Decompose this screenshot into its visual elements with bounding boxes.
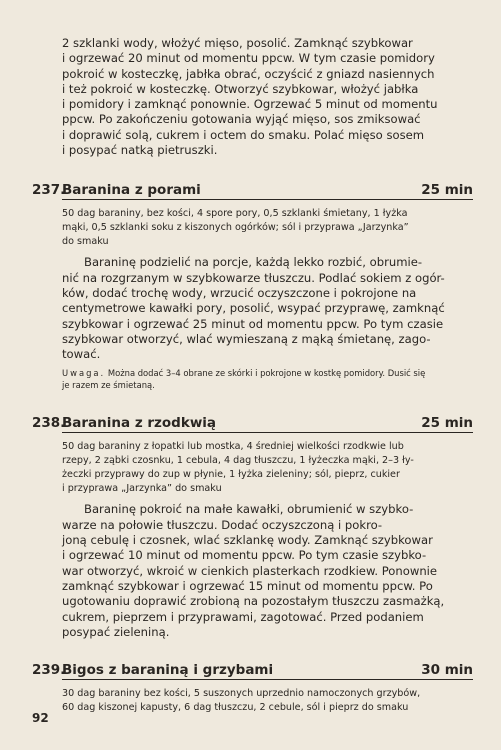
recipe-time: 25 min (421, 182, 473, 199)
recipe-239 (32, 662, 473, 715)
recipe-title: Bigos z baraniną i grzybami (62, 662, 274, 679)
recipe-title: Baranina z rzodkwią (62, 415, 217, 432)
note-text: Można dodać 3–4 obrane ze skórki i pokrojone w kostkę pomidory. Dusić się je razem ze śmietaną. (62, 368, 426, 390)
recipe-number: 239. (32, 662, 66, 679)
intro-paragraph: 2 szklanki wody, włożyć mięso, posolić. Zamknąć szybkowar i ogrzewać 20 minut od momentu ppcw. W tym czasie pomidory pokroić w kosteczkę, jabłka obrać, oczyścić z gniazd nasiennych i też pokroić w kosteczkę. Otworzyć szybkowar, włożyć jabłka i pomidory i zamknąć ponownie. Ogrzewać 5 minut od momentu ppcw. Po zakończeniu gotowania wyjąć mięso, sos zmiksować i doprawić solą, cukrem i octem do smaku. Polać mięso sosem i posypać natką pietruszki. (62, 36, 438, 158)
recipe-instructions: Baraninę pokroić na małe kawałki, obrumienić w szybko- warze na połowie tłuszczu. Dodać oczyszczoną i pokro- joną cebulę i czosnek, wlać szklankę wody. Zamknąć szybkowar i ogrzewać 10 minut od momentu ppcw. Po tym czasie szybko- war otworzyć, wkroić w cienkich plasterkach rzodkiew. Ponownie zamknąć szybkowar i ogrzewać 15 minut od momentu ppcw. Po ugotowaniu doprawić zrobioną na pozostałym tłuszczu zasmażką, cukrem, pieprzem i przyprawami, zagotować. Przed podaniem posypać zieleniną. (62, 502, 445, 639)
note-label: Uwaga. (62, 368, 106, 379)
recipe-time: 30 min (421, 662, 473, 679)
recipe-time: 25 min (421, 415, 473, 432)
recipe-237 (32, 182, 473, 391)
recipe-238 (32, 415, 473, 640)
recipe-number: 237. (32, 182, 66, 199)
recipe-ingredients: 30 dag baraniny bez kości, 5 suszonych uprzednio namoczonych grzybów, 60 dag kiszonej kapusty, 6 dag tłuszczu, 2 cebule, sól i pieprz do smaku (62, 688, 421, 714)
recipe-ingredients: 50 dag baraniny, bez kości, 4 spore pory, 0,5 szklanki śmietany, 1 łyżka mąki, 0,5 szklanki soku z kiszonych ogórków; sól i przyprawa „Jarzynka” do smaku (62, 208, 409, 248)
recipe-note (62, 368, 473, 391)
recipe-header (32, 182, 473, 200)
recipe-number: 238. (32, 415, 66, 432)
recipe-instructions: Baraninę podzielić na porcje, każdą lekko rozbić, obrumie- nić na rozgrzanym w szybkowarze tłuszczu. Podlać sokiem z ogór- ków, dodać trochę wody, wrzucić oczyszczone i pokrojone na centymetrowe kawałki pory, posolić, wsypać przyprawę, zamknąć szybkowar i ogrzewać 25 minut od momentu ppcw. Po tym czasie szybkowar otworzyć, wlać wymieszaną z mąką śmietanę, zago- tować. (62, 255, 445, 362)
recipe-header (32, 662, 473, 680)
recipe-ingredients: 50 dag baraniny z łopatki lub mostka, 4 średniej wielkości rzodkwie lub rzepy, 2 ząbki czosnku, 1 cebula, 4 dag tłuszczu, 1 łyżeczka mąki, 2–3 ły- żeczki przyprawy do zup w płynie, 1 łyżka zieleniny; sól, pieprz, cukier i przyprawa „Jarzynka” do smaku (62, 441, 414, 495)
page-number: 92 (32, 711, 49, 725)
recipe-header (32, 415, 473, 433)
recipe-title: Baranina z porami (62, 182, 201, 199)
